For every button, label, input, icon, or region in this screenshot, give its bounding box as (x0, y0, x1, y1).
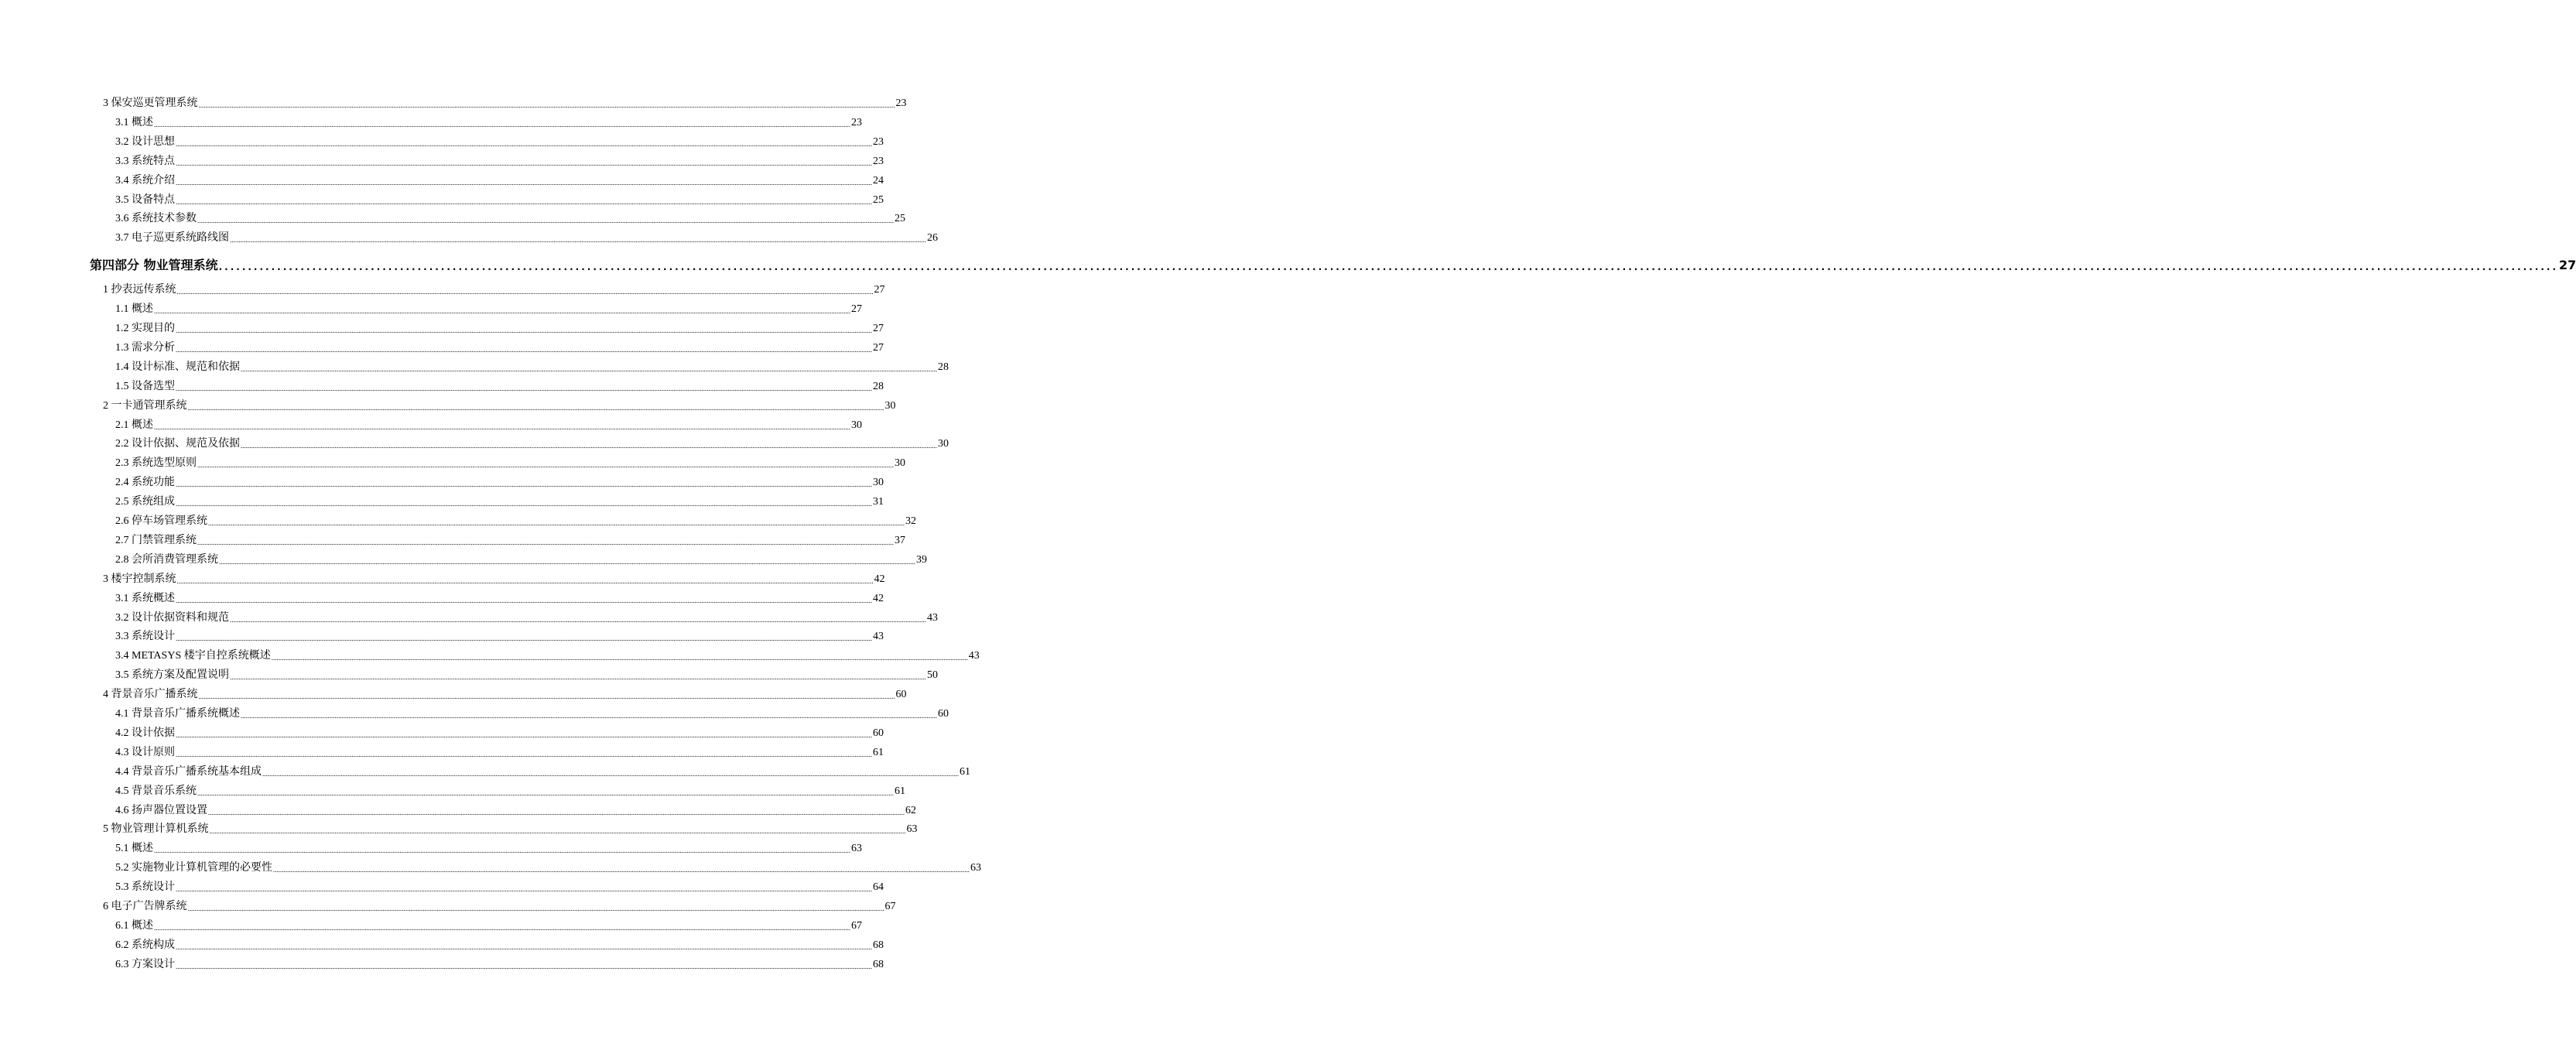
toc-entry-title: 3.4 系统介绍 (115, 174, 175, 186)
toc-entry[interactable] (115, 667, 938, 682)
toc-entry-title: 1.1 概述 (115, 303, 153, 316)
dot-leader: ................................................................................................................................................................................................................................................................................................................................................................................................................ (218, 262, 2559, 273)
toc-entry[interactable] (115, 474, 884, 490)
toc-entry[interactable] (115, 764, 970, 779)
toc-page-number: 27 (874, 284, 885, 296)
toc-page-number: 27 (873, 341, 884, 354)
toc-entry-title: 3.2 设计思想 (115, 135, 175, 148)
toc-page-number: 68 (873, 939, 884, 951)
dot-leader: ................................................................................................................................................................................................................................................................................................................................................................................................................ (176, 327, 872, 334)
toc-entry[interactable] (103, 571, 885, 587)
toc-entry-title: 5.2 实施物业计算机管理的必要性 (115, 862, 272, 874)
toc-page-number: 43 (873, 631, 884, 643)
toc-entry-title: 4 背景音乐广播系统 (103, 689, 198, 701)
toc-entry-title: 2.1 概述 (115, 419, 153, 431)
dot-leader: ................................................................................................................................................................................................................................................................................................................................................................................................................ (176, 730, 872, 739)
toc-page-number: 23 (895, 98, 907, 109)
toc-entry[interactable] (115, 153, 884, 169)
toc-entry[interactable] (103, 686, 907, 702)
toc-page-number: 30 (895, 457, 905, 470)
toc-entry[interactable] (115, 610, 938, 625)
toc-page-number: 63 (970, 862, 981, 874)
dot-leader: ................................................................................................................................................................................................................................................................................................................................................................................................................ (176, 197, 872, 206)
dot-leader: ................................................................................................................................................................................................................................................................................................................................................................................................................ (154, 923, 850, 932)
dot-leader: ................................................................................................................................................................................................................................................................................................................................................................................................................ (208, 519, 905, 527)
toc-page-number: 26 (927, 232, 938, 245)
toc-entry[interactable] (115, 230, 938, 245)
toc-page-number: 43 (968, 650, 980, 662)
toc-page-number: 23 (873, 155, 884, 167)
toc-entry[interactable] (115, 173, 884, 188)
toc-entry-title: 6 电子广告牌系统 (103, 901, 187, 912)
toc-page-number: 67 (884, 901, 896, 912)
toc-entry[interactable] (115, 192, 884, 207)
dot-leader: ................................................................................................................................................................................................................................................................................................................................................................................................................ (262, 769, 959, 778)
toc-entry[interactable] (103, 282, 885, 297)
dot-leader: ................................................................................................................................................................................................................................................................................................................................................................................................................ (176, 962, 872, 970)
dot-leader: ................................................................................................................................................................................................................................................................................................................................................................................................................ (176, 500, 872, 508)
dot-leader: ................................................................................................................................................................................................................................................................................................................................................................................................................ (154, 847, 850, 855)
toc-entry[interactable] (115, 918, 862, 933)
toc-entry-title: 6.3 方案设计 (115, 958, 175, 970)
toc-page-number: 67 (851, 919, 862, 932)
dot-leader: ................................................................................................................................................................................................................................................................................................................................................................................................................ (176, 885, 872, 894)
toc-entry-title: 3 保安巡更管理系统 (103, 98, 198, 109)
toc-entry-title: 3.3 系统设计 (115, 631, 175, 643)
toc-page-number: 30 (938, 438, 949, 450)
toc-entry[interactable] (103, 95, 907, 111)
toc-entry-title: 4.3 设计原则 (115, 746, 175, 758)
toc-entry-title: 1.2 实现目的 (115, 323, 175, 334)
toc-entry-title: 2.6 停车场管理系统 (115, 515, 207, 527)
toc-page-number: 68 (873, 958, 884, 970)
toc-entry-title: 5.3 系统设计 (115, 881, 175, 894)
toc-page-number: 39 (916, 553, 927, 566)
toc-page-number: 25 (895, 213, 905, 225)
toc-entry[interactable] (115, 802, 916, 818)
toc-page-number: 60 (873, 727, 884, 739)
toc-entry[interactable] (115, 552, 927, 567)
toc-entry-title: 1 抄表远传系统 (103, 284, 176, 296)
toc-section-heading[interactable] (90, 255, 2576, 274)
toc-entry-title: 2.4 系统功能 (115, 477, 175, 489)
dot-leader: ................................................................................................................................................................................................................................................................................................................................................................................................................ (176, 139, 872, 148)
toc-page-number: 30 (851, 419, 862, 431)
toc-entry-title: 4.2 设计依据 (115, 727, 175, 739)
dot-leader: ................................................................................................................................................................................................................................................................................................................................................................................................................ (176, 942, 872, 951)
toc-entry[interactable] (115, 840, 862, 856)
toc-page-number: 42 (874, 573, 885, 585)
dot-leader: ................................................................................................................................................................................................................................................................................................................................................................................................................ (176, 384, 872, 392)
toc-entry[interactable] (115, 648, 980, 663)
dot-leader: ................................................................................................................................................................................................................................................................................................................................................................................................................ (176, 635, 872, 643)
toc-entry-title: 4.1 背景音乐广播系统概述 (115, 708, 240, 720)
dot-leader: ................................................................................................................................................................................................................................................................................................................................................................................................................ (176, 576, 874, 585)
dot-leader: ................................................................................................................................................................................................................................................................................................................................................................................................................ (219, 557, 915, 566)
dot-leader: ................................................................................................................................................................................................................................................................................................................................................................................................................ (197, 538, 894, 546)
toc-entry-title: 4.5 背景音乐系统 (115, 785, 197, 797)
toc-entry[interactable] (115, 628, 884, 644)
toc-entry-title: 4.6 扬声器位置设置 (115, 804, 207, 816)
toc-entry[interactable] (115, 937, 884, 953)
toc-entry[interactable] (115, 744, 884, 760)
toc-entry[interactable] (115, 860, 981, 875)
toc-entry[interactable] (115, 706, 949, 721)
dot-leader: ................................................................................................................................................................................................................................................................................................................................................................................................................ (176, 178, 872, 186)
toc-entry-title: 3.3 系统特点 (115, 155, 175, 167)
toc-entry-title: 2.8 会所消费管理系统 (115, 553, 218, 566)
toc-entry-title: 1.5 设备选型 (115, 380, 175, 392)
toc-entry-title: 第四部分 物业管理系统 (90, 258, 218, 273)
toc-entry[interactable] (115, 134, 884, 149)
toc-entry-title: 5.1 概述 (115, 843, 153, 855)
dot-leader: ................................................................................................................................................................................................................................................................................................................................................................................................................ (154, 307, 850, 316)
toc-page-number: 32 (905, 515, 916, 527)
dot-leader: ................................................................................................................................................................................................................................................................................................................................................................................................................ (187, 905, 884, 912)
dot-leader: ................................................................................................................................................................................................................................................................................................................................................................................................................ (187, 403, 884, 412)
toc-entry[interactable] (115, 320, 884, 336)
dot-leader: ................................................................................................................................................................................................................................................................................................................................................................................................................ (197, 461, 894, 470)
toc-entry-title: 3.7 电子巡更系统路线图 (115, 232, 229, 245)
dot-leader: ................................................................................................................................................................................................................................................................................................................................................................................................................ (197, 217, 894, 225)
dot-leader: ................................................................................................................................................................................................................................................................................................................................................................................................................ (197, 789, 894, 797)
toc-entry-title: 3.1 概述 (115, 116, 153, 128)
toc-entry[interactable] (115, 494, 884, 509)
toc-page-number: 37 (895, 534, 905, 546)
dot-leader: ................................................................................................................................................................................................................................................................................................................................................................................................................ (230, 236, 926, 245)
toc-entry[interactable] (115, 340, 884, 355)
toc-page-number: 30 (873, 477, 884, 489)
toc-page-number: 63 (851, 843, 862, 855)
toc-entry-title: 3.2 设计依据资料和规范 (115, 611, 229, 624)
dot-leader: ................................................................................................................................................................................................................................................................................................................................................................................................................ (241, 712, 937, 720)
toc-entry[interactable] (115, 359, 949, 375)
toc-entry-title: 1.3 需求分析 (115, 341, 175, 354)
toc-entry-title: 2.2 设计依据、规范及依据 (115, 438, 240, 450)
dot-leader: ................................................................................................................................................................................................................................................................................................................................................................................................................ (273, 866, 970, 874)
toc-page-number: 27 (851, 303, 862, 316)
toc-entry-title: 3 楼宇控制系统 (103, 573, 176, 585)
dot-leader: ................................................................................................................................................................................................................................................................................................................................................................................................................ (241, 364, 937, 373)
toc-entry-title: 1.4 设计标准、规范和依据 (115, 361, 240, 373)
toc-entry[interactable] (115, 301, 862, 316)
dot-leader: ................................................................................................................................................................................................................................................................................................................................................................................................................ (176, 481, 872, 489)
toc-entry[interactable] (103, 398, 896, 413)
toc-entry[interactable] (115, 956, 884, 972)
toc-entry-title: 3.1 系统概述 (115, 592, 175, 604)
toc-entry[interactable] (115, 590, 884, 606)
dot-leader: ................................................................................................................................................................................................................................................................................................................................................................................................................ (176, 288, 874, 296)
toc-entry-title: 3.5 系统方案及配置说明 (115, 669, 229, 682)
toc-entry-title: 6.2 系统构成 (115, 939, 175, 951)
toc-page-number: 60 (938, 708, 949, 720)
toc-entry[interactable] (115, 378, 884, 394)
toc-page-number: 61 (873, 746, 884, 758)
toc-entry[interactable] (115, 532, 905, 548)
toc-page-number: 60 (895, 689, 907, 701)
dot-leader: ................................................................................................................................................................................................................................................................................................................................................................................................................ (230, 673, 926, 682)
toc-page-number: 27 (2559, 258, 2576, 273)
toc-entry[interactable] (115, 725, 884, 741)
dot-leader: ................................................................................................................................................................................................................................................................................................................................................................................................................ (198, 693, 895, 701)
dot-leader: ................................................................................................................................................................................................................................................................................................................................................................................................................ (241, 442, 937, 450)
toc-entry-title: 3.5 设备特点 (115, 193, 175, 206)
toc-page-number: 24 (873, 174, 884, 186)
toc-entry-title: 3.4 METASYS 楼宇自控系统概述 (115, 650, 271, 662)
toc-page-number: 61 (960, 765, 970, 778)
toc-entry[interactable] (103, 821, 918, 836)
dot-leader: ................................................................................................................................................................................................................................................................................................................................................................................................................ (208, 808, 905, 816)
dot-leader: ................................................................................................................................................................................................................................................................................................................................................................................................................ (176, 596, 872, 604)
toc-entry[interactable] (115, 879, 884, 895)
toc-entry-title: 2.7 门禁管理系统 (115, 534, 197, 546)
toc-entry[interactable] (103, 898, 896, 914)
dot-leader: ................................................................................................................................................................................................................................................................................................................................................................................................................ (209, 827, 906, 836)
dot-leader: ................................................................................................................................................................................................................................................................................................................................................................................................................ (198, 101, 895, 109)
toc-page-number: 42 (873, 592, 884, 604)
dot-leader: ................................................................................................................................................................................................................................................................................................................................................................................................................ (154, 422, 850, 431)
toc-entry[interactable] (115, 115, 862, 130)
toc-page-number: 30 (884, 399, 896, 412)
toc-entry-title: 4.4 背景音乐广播系统基本组成 (115, 765, 262, 778)
dot-leader: ................................................................................................................................................................................................................................................................................................................................................................................................................ (176, 159, 872, 167)
toc-page-number: 25 (873, 193, 884, 206)
toc-page-number: 64 (873, 881, 884, 894)
dot-leader: ................................................................................................................................................................................................................................................................................................................................................................................................................ (230, 615, 926, 624)
toc-page-number: 23 (851, 116, 862, 128)
toc-entry-title: 6.1 概述 (115, 919, 153, 932)
dot-leader: ................................................................................................................................................................................................................................................................................................................................................................................................................ (176, 750, 872, 758)
toc-entry[interactable] (115, 513, 916, 529)
toc-page-number: 28 (873, 380, 884, 392)
toc-entry-title: 2 一卡通管理系统 (103, 399, 187, 412)
toc-page-number: 50 (927, 669, 938, 682)
toc-entry-title: 2.3 系统选型原则 (115, 457, 197, 470)
toc-entry-title: 5 物业管理计算机系统 (103, 823, 209, 836)
toc-page-number: 43 (927, 611, 938, 624)
toc-entry[interactable] (115, 210, 905, 226)
toc-entry[interactable] (115, 436, 949, 451)
toc-entry[interactable] (115, 783, 905, 799)
toc-entry-title: 2.5 系统组成 (115, 496, 175, 508)
toc-entry[interactable] (115, 455, 905, 470)
toc-page-number: 63 (906, 823, 918, 836)
toc-entry-title: 3.6 系统技术参数 (115, 213, 197, 225)
dot-leader: ................................................................................................................................................................................................................................................................................................................................................................................................................ (154, 120, 850, 128)
dot-leader: ................................................................................................................................................................................................................................................................................................................................................................................................................ (271, 654, 968, 662)
toc-page-number: 28 (938, 361, 949, 373)
toc-page-number: 23 (873, 135, 884, 148)
toc-page-number: 31 (873, 496, 884, 508)
toc-page-number: 61 (895, 785, 905, 797)
toc-page-number: 27 (873, 323, 884, 334)
toc-entry[interactable] (115, 417, 862, 433)
dot-leader: ................................................................................................................................................................................................................................................................................................................................................................................................................ (176, 345, 872, 354)
toc-page-number: 62 (905, 804, 916, 816)
